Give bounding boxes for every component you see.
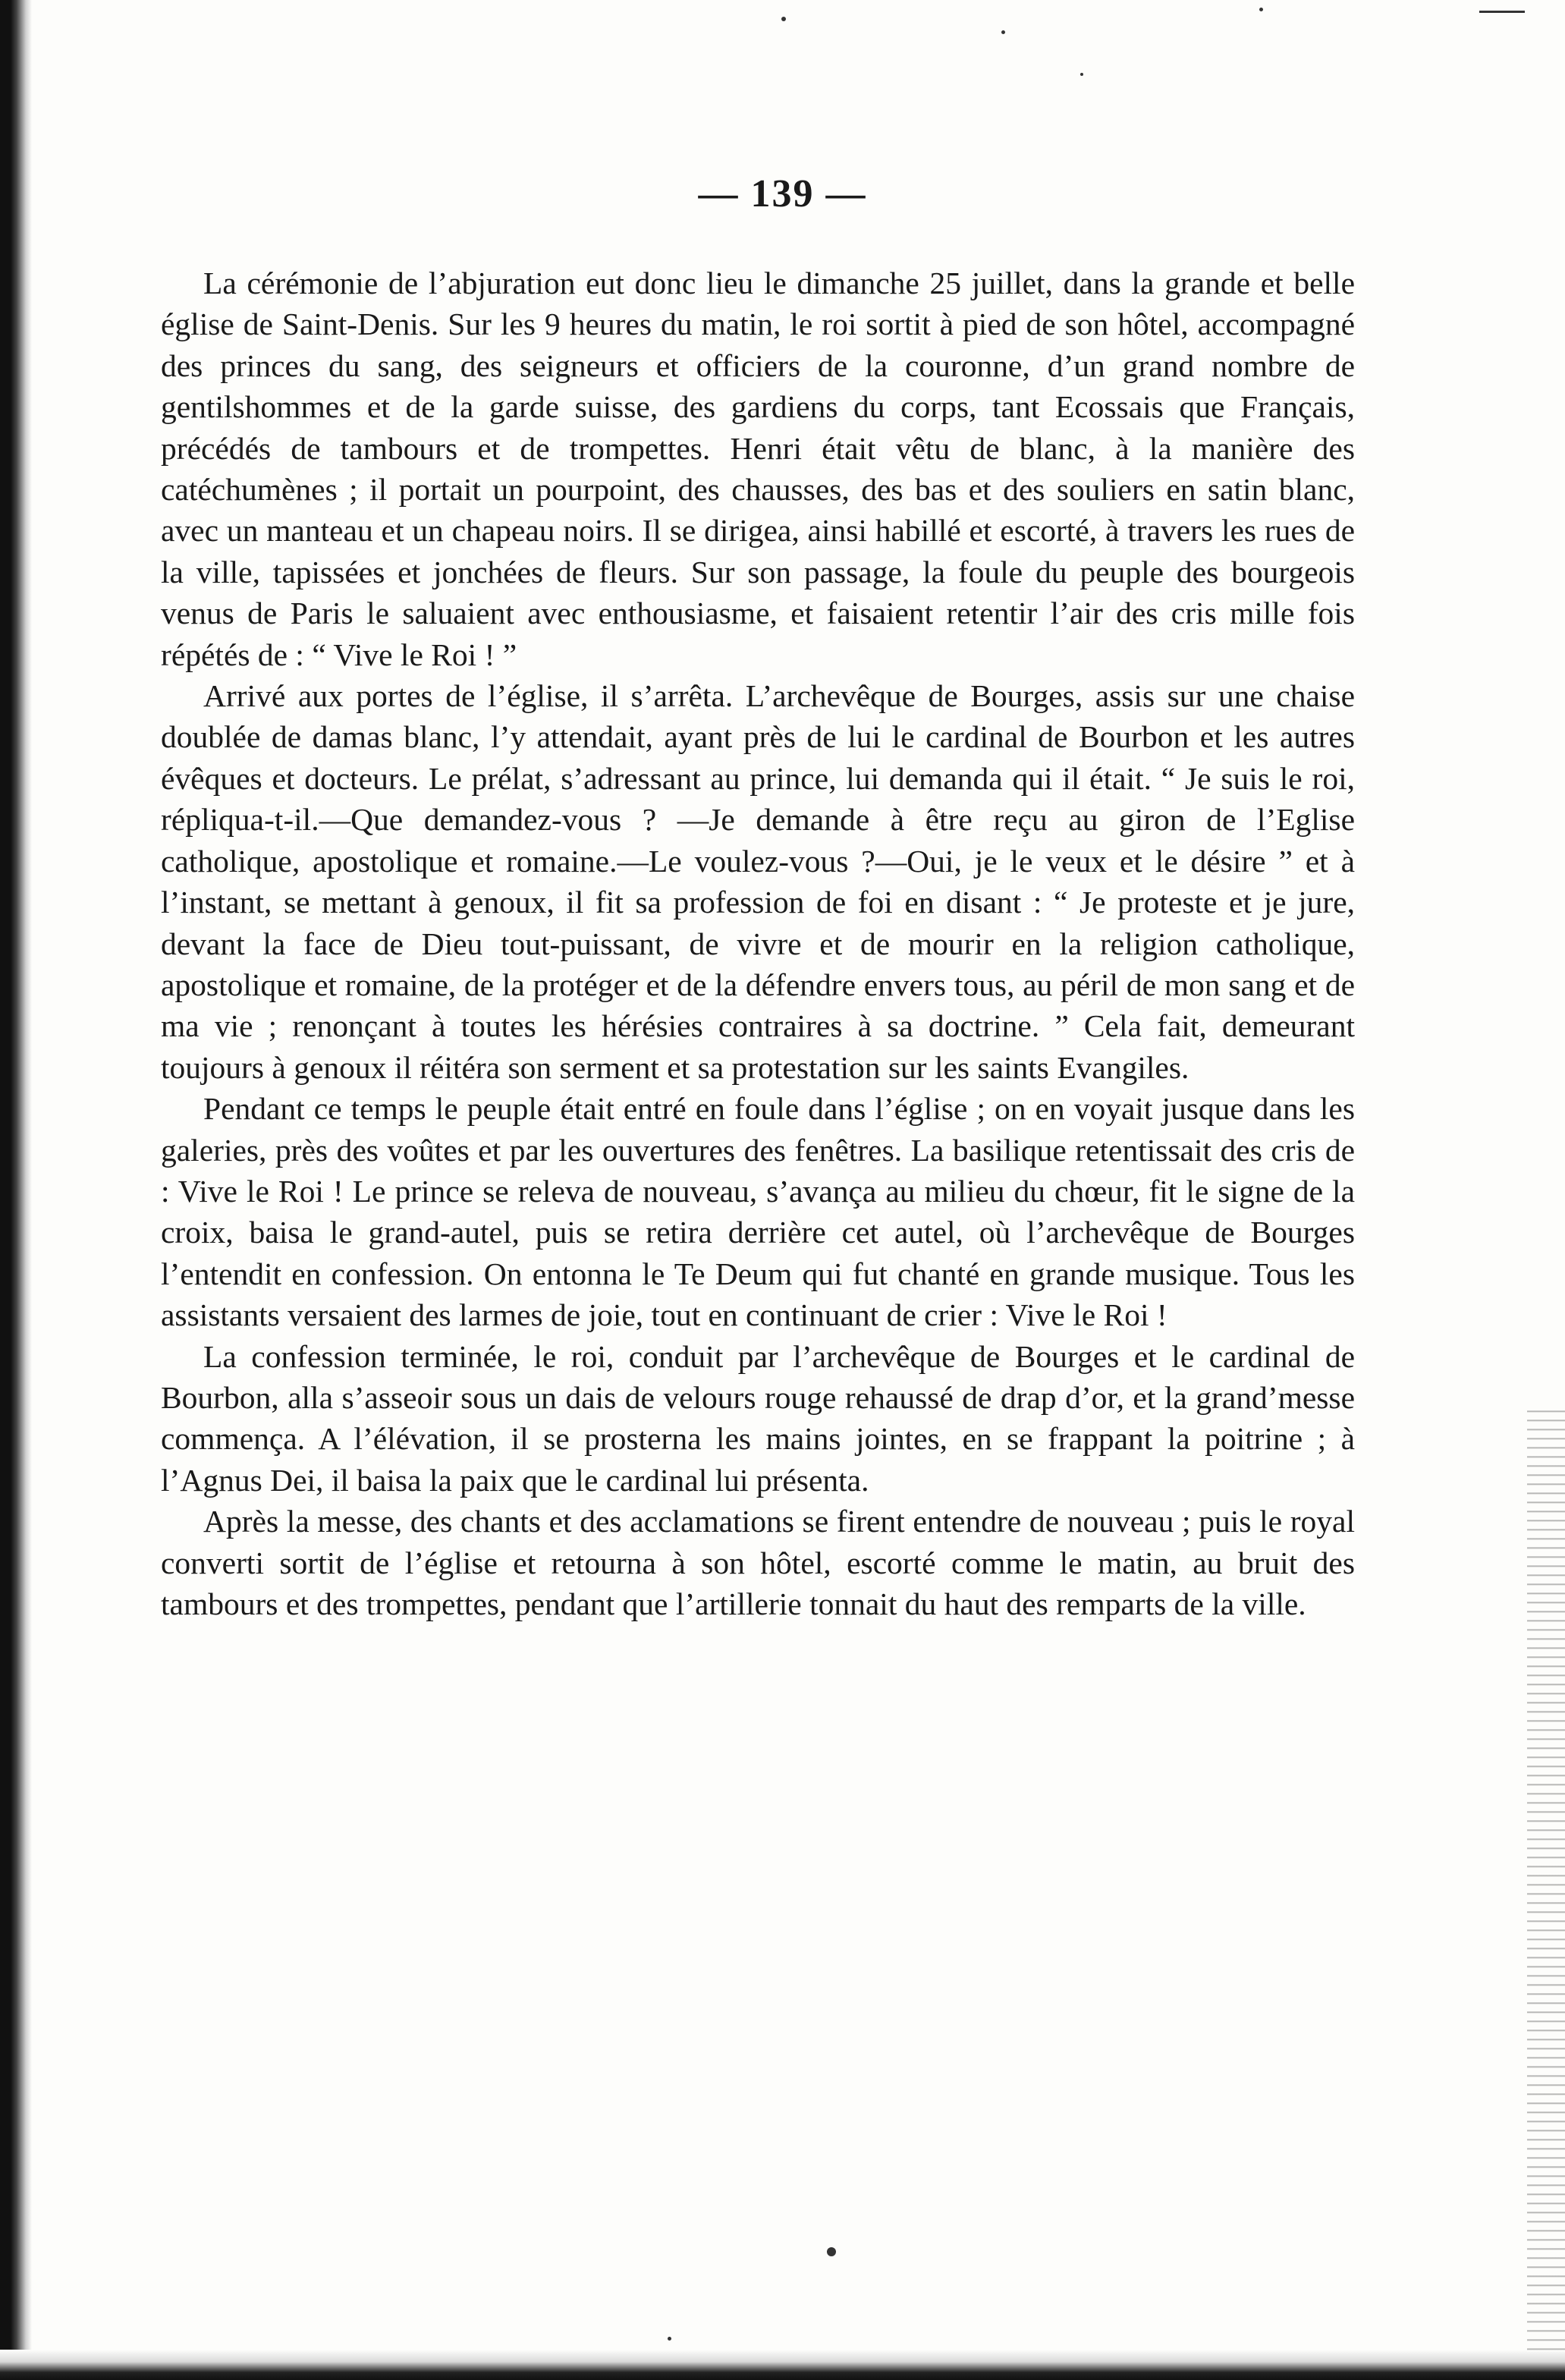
- body-text: [161, 263, 1355, 1624]
- paragraph: La cérémonie de l’abjuration eut donc lieu le dimanche 25 juillet, dans la grande et belle église de Saint-Denis. Sur les 9 heures du matin, le roi sortit à pied de son hôtel, accompagné des princes du sang, des seigneurs et officiers de la couronne, d’un grand nombre de gentilshommes et de la garde suisse, des gardiens du corps, tant Ecossais que Français, précédés de tambours et de trompettes. Henri était vêtu de blanc, à la manière des catéchumènes ; il portait un pourpoint, des chausses, des bas et des souliers en satin blanc, avec un manteau et un chapeau noirs. Il se dirigea, ainsi habillé et escorté, à travers les rues de la ville, tapissées et jonchées de fleurs. Sur son passage, la foule du peuple des bourgeois venus de Paris le saluaient avec enthousiasme, et faisaient retentir l’air des cris mille fois répétés de : “ Vive le Roi ! ”: [161, 266, 1355, 672]
- scan-speck: [781, 17, 786, 21]
- paragraph: La confession terminée, le roi, conduit par l’archevêque de Bourges et le cardinal de Bourbon, alla s’asseoir sous un dais de velours rouge rehaussé de drap d’or, et la grand’messe commença. A l’élévation, il se prosterna les mains jointes, en se frappant la poitrine ; à l’Agnus Dei, il baisa la paix que le cardinal lui présenta.: [161, 1338, 1355, 1498]
- scan-bottom-edge: [0, 2350, 1565, 2380]
- scan-speck: [1080, 73, 1083, 76]
- page-number: — 139 —: [698, 172, 867, 215]
- scan-speck: [668, 2337, 671, 2341]
- scan-speck: [1001, 30, 1005, 34]
- paragraph: Pendant ce temps le peuple était entré en foule dans l’église ; on en voyait jusque dans les galeries, près des voûtes et par les ouvertures des fenêtres. La basilique retentissait des cris de : Vive le Roi ! Le prince se releva de nouveau, s’avança au milieu du chœur, fit le signe de la croix, baisa le grand-autel, puis se retira derrière cet autel, où l’archevêque de Bourges l’entendit en confession. On entonna le Te Deum qui fut chanté en grande musique. Tous les assistants versaient des larmes de joie, tout en continuant de crier : Vive le Roi !: [161, 1091, 1355, 1333]
- paragraph: Arrivé aux portes de l’église, il s’arrêta. L’archevêque de Bourges, assis sur une chaise doublée de damas blanc, l’y attendait, ayant près de lui le cardinal de Bourbon et les autres évêques et docteurs. Le prélat, s’adressant au prince, lui demanda qui il était. “ Je suis le roi, répliqua-t-il.—Que demandez-vous ? —Je demande à être reçu au giron de l’Eglise catholique, apostolique et romaine.—Le voulez-vous ?—Oui, je le veux et le désire ” et à l’instant, se mettant à genoux, il fit sa profession de foi en disant : “ Je proteste et je jure, devant la face de Dieu tout-puissant, de vivre et de mourir en la religion catholique, apostolique et romaine, de la protéger et de la défendre envers tous, au péril de mon sang et de ma vie ; renonçant à toutes les hérésies contraires à sa doctrine. ” Cela fait, demeurant toujours à genoux il réitéra son serment et sa protestation sur les saints Evangiles.: [161, 678, 1355, 1085]
- scan-right-noise: [1527, 1404, 1565, 2352]
- paragraph: Après la messe, des chants et des acclamations se firent entendre de nouveau ; puis le royal converti sortit de l’église et retourna à son hôtel, escorté comme le matin, au bruit des tambours et des trompettes, pendant que l’artillerie tonnait du haut des remparts de la ville.: [161, 1504, 1355, 1621]
- scan-speck: [827, 2247, 836, 2256]
- scan-speck: [1479, 11, 1525, 13]
- scan-speck: [1259, 8, 1263, 11]
- scan-left-edge: [0, 0, 32, 2380]
